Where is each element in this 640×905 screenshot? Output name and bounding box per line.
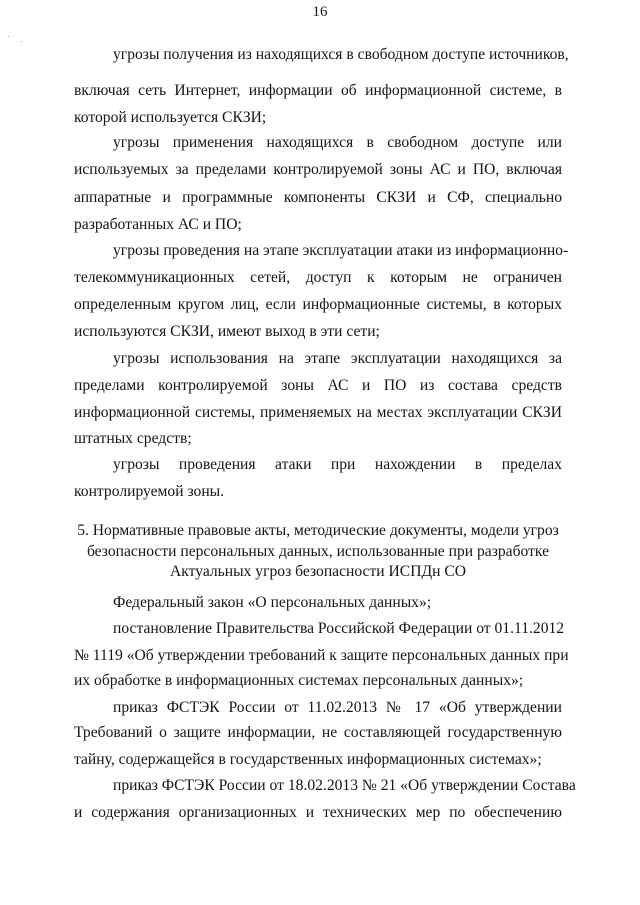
body-line: тайну, содержащейся в государственных информационных системах»; [74,751,542,768]
body-line: № 1119 «Об утверждении требований к защите персональных данных при [74,647,569,664]
body-line: включая сеть Интернет, информации об информационной системе, в [74,82,562,99]
body-line: приказ ФСТЭК России от 11.02.2013 № 17 «Об утверждении [113,699,562,716]
body-line: штатных средств; [74,430,192,447]
body-line: их обработке в информационных системах персональных данных»; [74,672,524,689]
body-line: определенным кругом лиц, если информационные системы, в которых [74,296,562,313]
section-heading: 5. Нормативные правовые акты, методические документы, модели угроз [77,522,559,539]
body-line: используемых за пределами контролируемой зоны АС и ПО, включая [74,161,562,178]
body-line: телекоммуникационных сетей, доступ к которым не ограничен [74,269,562,286]
body-line: и содержания организационных и технических мер по обеспечению [74,804,562,821]
body-line: аппаратные и программные компоненты СКЗИ и СФ, специально [74,189,562,206]
body-line: угрозы проведения атаки при нахождении в пределах [113,456,562,473]
body-line: угрозы получения из находящихся в свободном доступе источников, [113,46,569,63]
body-line: приказ ФСТЭК России от 18.02.2013 № 21 «Об утверждении Состава [113,777,576,794]
body-line: Федеральный закон «О персональных данных»; [113,594,432,611]
scan-speck [8,36,9,37]
body-line: информационной системы, применяемых на местах эксплуатации СКЗИ [74,404,562,421]
body-line: которой используется СКЗИ; [74,109,267,126]
section-heading: безопасности персональных данных, использованные при разработке [86,543,550,560]
scan-speck [21,41,22,42]
body-line: контролируемой зоны. [74,483,225,500]
body-line: используются СКЗИ, имеют выход в эти сети; [74,323,380,340]
section-heading: Актуальных угроз безопасности ИСПДн СО [169,563,466,580]
body-line: угрозы использования на этапе эксплуатации находящихся за [113,350,562,367]
body-line: разработанных АС и ПО; [74,216,242,233]
body-line: пределами контролируемой зоны АС и ПО из состава средств [74,377,562,394]
body-line: угрозы применения находящихся в свободном доступе или [113,134,562,151]
body-line: угрозы проведения на этапе эксплуатации атаки из информационно- [113,242,569,259]
body-line: постановление Правительства Российской Федерации от 01.11.2012 [113,620,565,637]
page-number: 16 [312,4,328,20]
body-line: Требований о защите информации, не составляющей государственную [74,724,562,741]
